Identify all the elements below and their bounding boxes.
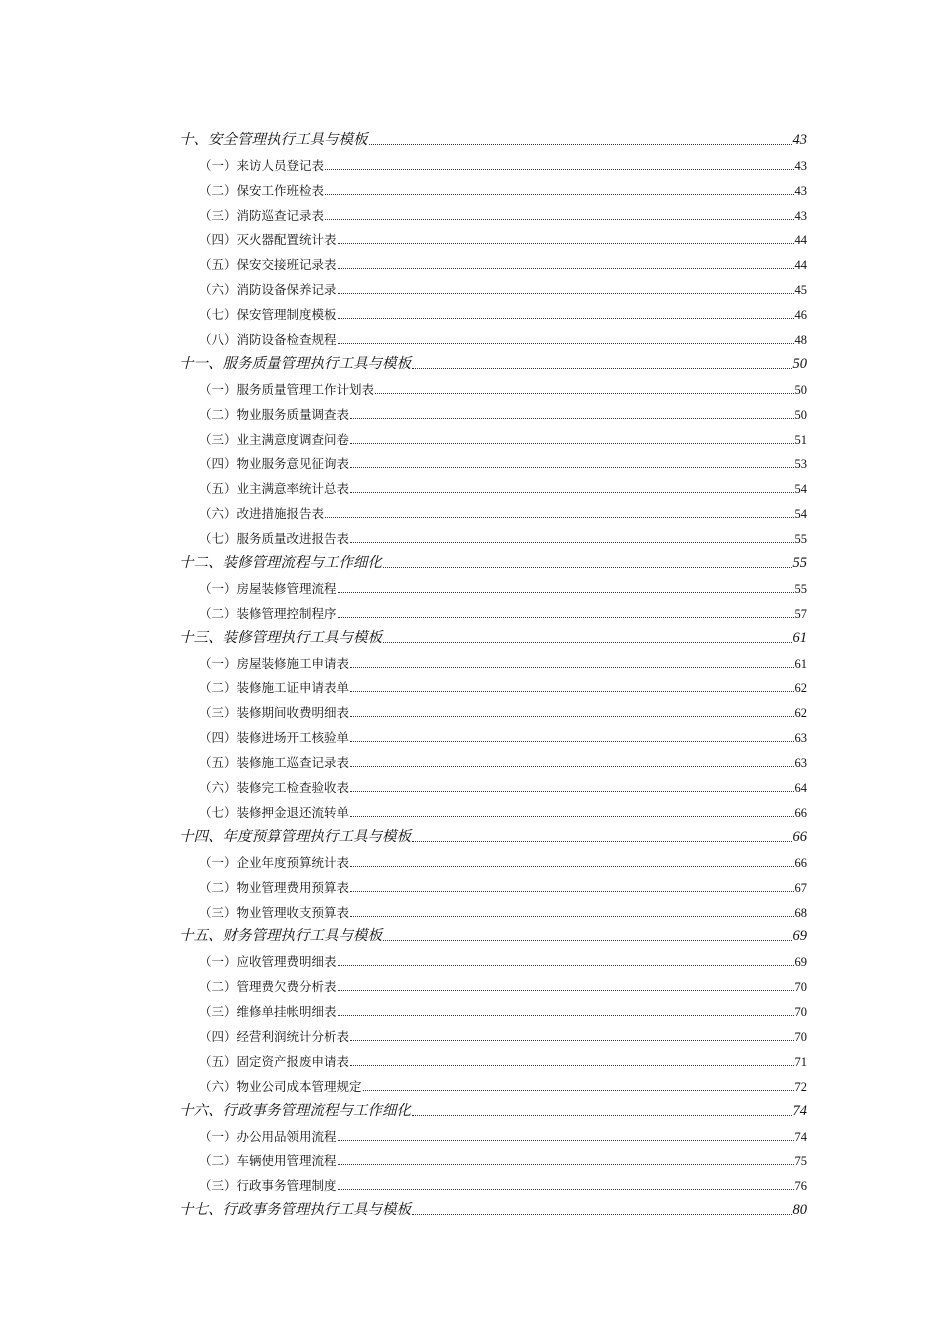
- dot-leader: [412, 1213, 792, 1215]
- toc-section-entry[interactable]: [179, 945, 807, 970]
- toc-page-number: 44: [794, 233, 807, 248]
- toc-page-number: 50: [792, 355, 807, 372]
- dot-leader: [350, 690, 793, 692]
- dot-leader: [375, 392, 793, 394]
- toc-section-entry[interactable]: [179, 846, 807, 871]
- toc-page-number: 70: [794, 1029, 807, 1044]
- toc-page-number: 76: [794, 1179, 807, 1194]
- toc-page-number: 61: [794, 656, 807, 671]
- toc-page-number: 66: [794, 855, 807, 870]
- toc-entry-title: （三）物业管理收支预算表: [199, 904, 350, 920]
- toc-section-entry[interactable]: [179, 472, 807, 497]
- toc-section-entry[interactable]: [179, 721, 807, 746]
- toc-entry-title: （六）改进措施报告表: [199, 506, 325, 522]
- dot-leader: [383, 641, 792, 643]
- toc-section-entry[interactable]: [179, 796, 807, 821]
- toc-section-entry[interactable]: [179, 771, 807, 796]
- toc-page-number: 63: [794, 756, 807, 771]
- toc-section-entry[interactable]: [179, 298, 807, 323]
- toc-entry-title: （七）保安管理制度模板: [199, 307, 337, 323]
- toc-entry-title: （一）来访人员登记表: [199, 157, 325, 173]
- toc-section-entry[interactable]: [179, 970, 807, 995]
- toc-page-number: 71: [794, 1054, 807, 1069]
- toc-entry-title: （四）装修进场开工核验单: [199, 730, 350, 746]
- toc-section-entry[interactable]: [179, 871, 807, 896]
- toc-page-number: 66: [794, 805, 807, 820]
- dot-leader: [350, 815, 793, 817]
- toc-section-entry[interactable]: [179, 149, 807, 174]
- toc-entry-title: （三）消防巡查记录表: [199, 207, 325, 223]
- toc-section-entry[interactable]: [179, 423, 807, 448]
- toc-chapter-entry[interactable]: [179, 547, 807, 572]
- toc-section-entry[interactable]: [179, 995, 807, 1020]
- toc-chapter-entry[interactable]: [179, 124, 807, 149]
- toc-entry-title: （六）物业公司成本管理规定: [199, 1078, 362, 1094]
- toc-section-entry[interactable]: [179, 522, 807, 547]
- toc-section-entry[interactable]: [179, 323, 807, 348]
- toc-entry-title: （二）装修施工证申请表单: [199, 680, 350, 696]
- toc-section-entry[interactable]: [179, 497, 807, 522]
- toc-page-number: 80: [792, 1202, 807, 1219]
- toc-page-number: 46: [794, 308, 807, 323]
- dot-leader: [350, 417, 793, 419]
- toc-entry-title: （一）办公用品领用流程: [199, 1128, 337, 1144]
- toc-page-number: 68: [794, 905, 807, 920]
- toc-page-number: 55: [794, 532, 807, 547]
- toc-page-number: 72: [794, 1079, 807, 1094]
- dot-leader: [338, 1139, 794, 1141]
- toc-page-number: 50: [794, 382, 807, 397]
- toc-entry-title: （四）物业服务意见征询表: [199, 456, 350, 472]
- toc-section-entry[interactable]: [179, 199, 807, 224]
- dot-leader: [325, 516, 793, 518]
- toc-entry-title: （一）服务质量管理工作计划表: [199, 381, 375, 397]
- dot-leader: [325, 193, 793, 195]
- toc-section-entry[interactable]: [179, 896, 807, 921]
- toc-entry-title: （四）灭火器配置统计表: [199, 232, 337, 248]
- toc-entry-title: （二）车辆使用管理流程: [199, 1153, 337, 1169]
- toc-section-entry[interactable]: [179, 696, 807, 721]
- dot-leader: [350, 865, 793, 867]
- toc-page-number: 75: [794, 1154, 807, 1169]
- toc-section-entry[interactable]: [179, 572, 807, 597]
- dot-leader: [350, 890, 793, 892]
- toc-entry-title: （四）经营利润统计分析表: [199, 1028, 350, 1044]
- toc-page-number: 74: [792, 1102, 807, 1119]
- toc-page-number: 43: [794, 183, 807, 198]
- toc-page-number: 45: [794, 283, 807, 298]
- dot-leader: [338, 1014, 794, 1016]
- toc-page-number: 51: [794, 432, 807, 447]
- toc-entry-title: （三）装修期间收费明细表: [199, 705, 350, 721]
- dot-leader: [338, 616, 794, 618]
- toc-page-number: 43: [792, 131, 807, 148]
- dot-leader: [412, 840, 792, 842]
- toc-page-number: 53: [794, 457, 807, 472]
- toc-section-entry[interactable]: [179, 1120, 807, 1145]
- toc-section-entry[interactable]: [179, 1145, 807, 1170]
- toc-entry-title: 十七、行政事务管理执行工具与模板: [179, 1202, 411, 1219]
- dot-leader: [369, 143, 792, 145]
- toc-entry-title: （六）消防设备保养记录: [199, 282, 337, 298]
- dot-leader: [350, 1039, 793, 1041]
- toc-entry-title: 十一、服务质量管理执行工具与模板: [179, 355, 411, 372]
- toc-page-number: 61: [792, 629, 807, 646]
- toc-page-number: 63: [794, 731, 807, 746]
- dot-leader: [338, 1163, 794, 1165]
- toc-section-entry[interactable]: [179, 174, 807, 199]
- toc-page-number: 48: [794, 333, 807, 348]
- toc-entry-title: （五）装修施工巡查记录表: [199, 755, 350, 771]
- dot-leader: [350, 915, 793, 917]
- toc-entry-title: （一）应收管理费明细表: [199, 954, 337, 970]
- dot-leader: [350, 790, 793, 792]
- toc-page-number: 70: [794, 1005, 807, 1020]
- dot-leader: [338, 591, 794, 593]
- toc-entry-title: （一）房屋装修施工申请表: [199, 655, 350, 671]
- toc-entry-title: （二）物业管理费用预算表: [199, 879, 350, 895]
- toc-section-entry[interactable]: [179, 1045, 807, 1070]
- dot-leader: [325, 168, 793, 170]
- dot-leader: [350, 442, 793, 444]
- dot-leader: [338, 267, 794, 269]
- toc-page-number: 50: [794, 407, 807, 422]
- toc-entry-title: 十四、年度预算管理执行工具与模板: [179, 828, 411, 845]
- toc-entry-title: （二）装修管理控制程序: [199, 605, 337, 621]
- toc-page-number: 66: [792, 828, 807, 845]
- table-of-contents: [179, 124, 807, 1219]
- toc-section-entry[interactable]: [179, 597, 807, 622]
- toc-section-entry[interactable]: [179, 273, 807, 298]
- dot-leader: [383, 939, 792, 941]
- toc-entry-title: （八）消防设备检查规程: [199, 332, 337, 348]
- toc-chapter-entry[interactable]: [179, 821, 807, 846]
- toc-page-number: 62: [794, 681, 807, 696]
- toc-section-entry[interactable]: [179, 373, 807, 398]
- dot-leader: [350, 666, 793, 668]
- dot-leader: [363, 1089, 794, 1091]
- toc-entry-title: （六）装修完工检查验收表: [199, 780, 350, 796]
- dot-leader: [350, 765, 793, 767]
- toc-entry-title: （二）管理费欠费分析表: [199, 979, 337, 995]
- dot-leader: [325, 218, 793, 220]
- toc-entry-title: 十二、装修管理流程与工作细化: [179, 555, 382, 572]
- toc-entry-title: （五）业主满意率统计总表: [199, 481, 350, 497]
- toc-section-entry[interactable]: [179, 1070, 807, 1095]
- toc-entry-title: 十五、财务管理执行工具与模板: [179, 928, 382, 945]
- dot-leader: [338, 342, 794, 344]
- toc-entry-title: （七）装修押金退还流转单: [199, 804, 350, 820]
- dot-leader: [350, 466, 793, 468]
- toc-section-entry[interactable]: [179, 1020, 807, 1045]
- toc-chapter-entry[interactable]: [179, 921, 807, 946]
- toc-entry-title: （三）业主满意度调查问卷: [199, 431, 350, 447]
- toc-entry-title: （五）固定资产报废申请表: [199, 1053, 350, 1069]
- toc-page-number: 70: [794, 980, 807, 995]
- toc-section-entry[interactable]: [179, 672, 807, 697]
- toc-entry-title: （五）保安交接班记录表: [199, 257, 337, 273]
- toc-section-entry[interactable]: [179, 224, 807, 249]
- toc-chapter-entry[interactable]: [179, 622, 807, 647]
- dot-leader: [350, 491, 793, 493]
- dot-leader: [338, 242, 794, 244]
- dot-leader: [350, 740, 793, 742]
- toc-entry-title: 十、安全管理执行工具与模板: [179, 131, 368, 148]
- toc-entry-title: 十三、装修管理执行工具与模板: [179, 629, 382, 646]
- toc-entry-title: （二）保安工作班检表: [199, 182, 325, 198]
- toc-section-entry[interactable]: [179, 746, 807, 771]
- dot-leader: [412, 1114, 792, 1116]
- dot-leader: [350, 541, 793, 543]
- toc-page-number: 55: [792, 555, 807, 572]
- toc-page-number: 67: [794, 880, 807, 895]
- toc-page-number: 44: [794, 258, 807, 273]
- dot-leader: [338, 964, 794, 966]
- toc-entry-title: （三）行政事务管理制度: [199, 1178, 337, 1194]
- toc-page-number: 43: [794, 208, 807, 223]
- toc-page-number: 55: [794, 581, 807, 596]
- toc-chapter-entry[interactable]: [179, 348, 807, 373]
- toc-page-number: 62: [794, 706, 807, 721]
- toc-page-number: 57: [794, 606, 807, 621]
- toc-entry-title: （一）企业年度预算统计表: [199, 854, 350, 870]
- toc-page-number: 74: [794, 1129, 807, 1144]
- dot-leader: [350, 715, 793, 717]
- toc-page-number: 54: [794, 507, 807, 522]
- toc-entry-title: （三）维修单挂帐明细表: [199, 1004, 337, 1020]
- dot-leader: [412, 367, 792, 369]
- toc-page-number: 54: [794, 482, 807, 497]
- dot-leader: [350, 1064, 793, 1066]
- toc-page-number: 69: [792, 928, 807, 945]
- toc-section-entry[interactable]: [179, 398, 807, 423]
- toc-entry-title: （二）物业服务质量调查表: [199, 406, 350, 422]
- toc-chapter-entry[interactable]: [179, 1095, 807, 1120]
- toc-chapter-entry[interactable]: [179, 1194, 807, 1219]
- dot-leader: [383, 566, 792, 568]
- dot-leader: [338, 317, 794, 319]
- toc-section-entry[interactable]: [179, 647, 807, 672]
- toc-entry-title: （一）房屋装修管理流程: [199, 580, 337, 596]
- toc-section-entry[interactable]: [179, 248, 807, 273]
- dot-leader: [338, 989, 794, 991]
- toc-page-number: 64: [794, 781, 807, 796]
- dot-leader: [338, 292, 794, 294]
- dot-leader: [338, 1188, 794, 1190]
- toc-page-number: 43: [794, 158, 807, 173]
- toc-section-entry[interactable]: [179, 448, 807, 473]
- toc-entry-title: 十六、行政事务管理流程与工作细化: [179, 1102, 411, 1119]
- toc-page-number: 69: [794, 955, 807, 970]
- toc-section-entry[interactable]: [179, 1169, 807, 1194]
- toc-entry-title: （七）服务质量改进报告表: [199, 531, 350, 547]
